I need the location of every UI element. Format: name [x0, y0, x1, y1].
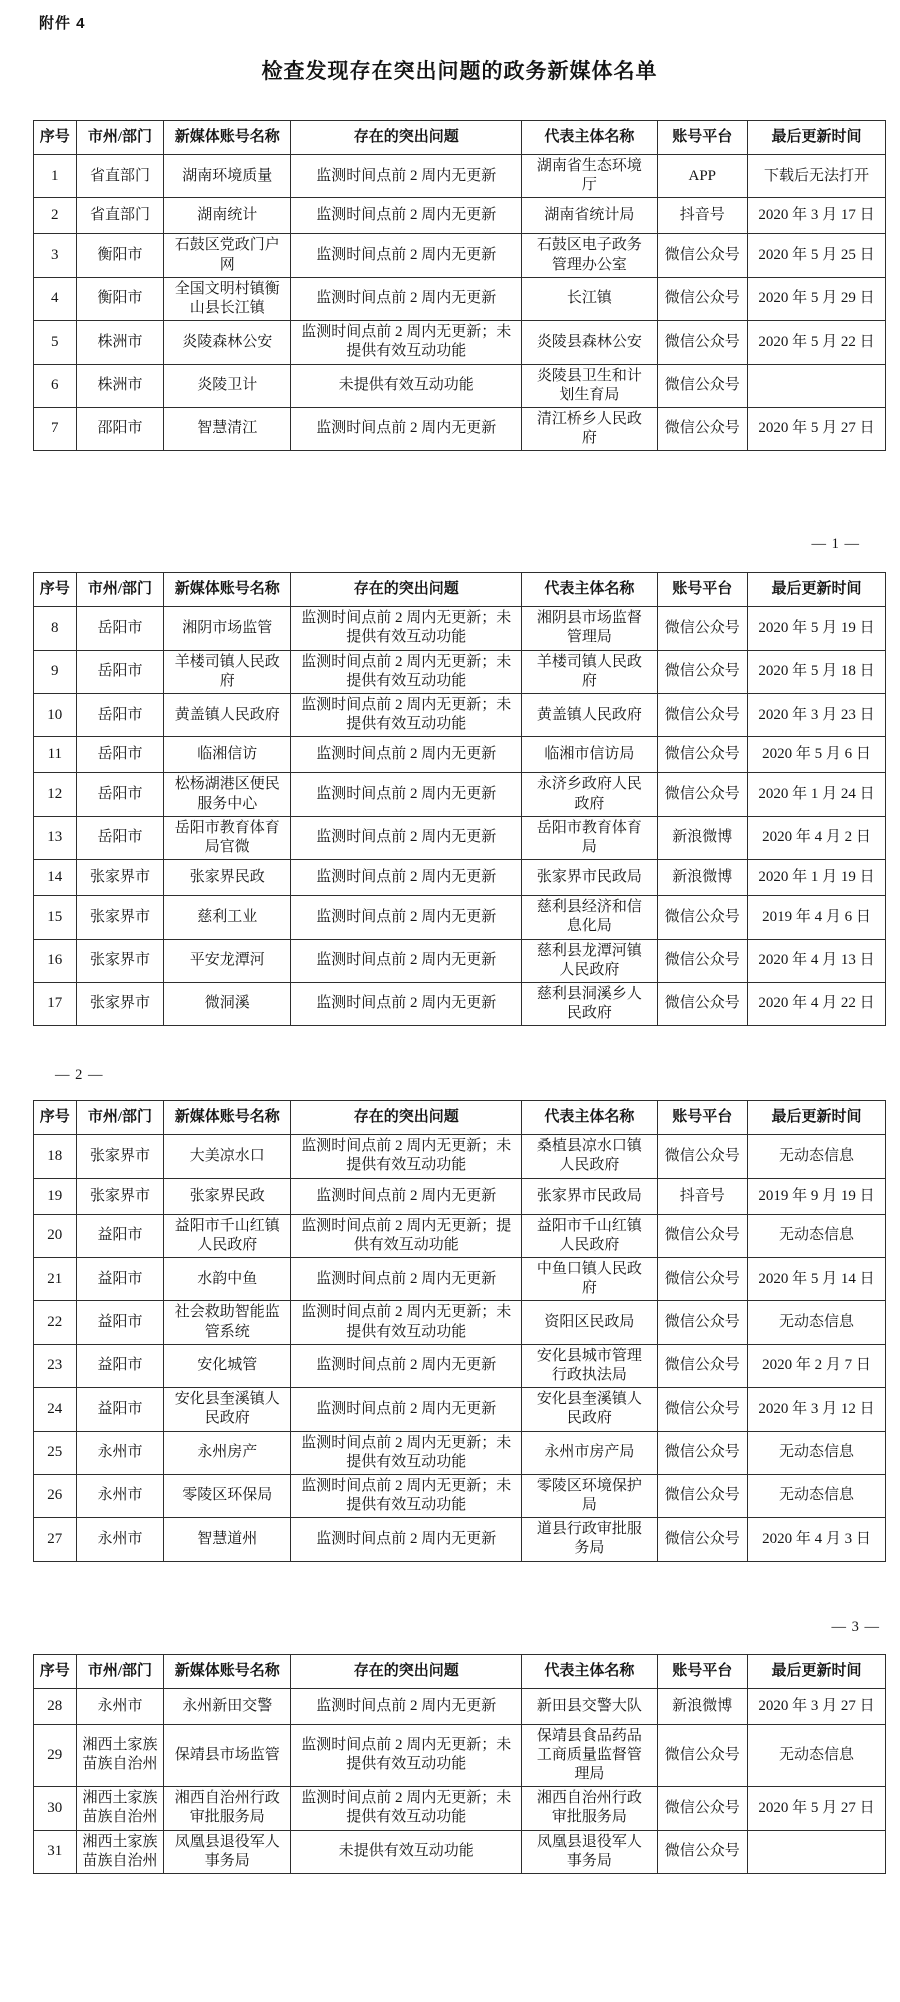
- cell-entity: 炎陵县卫生和计划生育局: [522, 364, 657, 407]
- cell-account: 平安龙潭河: [164, 939, 291, 982]
- column-header: 序号: [34, 573, 77, 607]
- table-head: [34, 1654, 886, 1688]
- cell-account: 大美凉水口: [164, 1135, 291, 1178]
- cell-entity: 永济乡政府人民政府: [522, 773, 657, 816]
- column-header: 代表主体名称: [522, 1654, 657, 1688]
- cell-city: 益阳市: [76, 1258, 164, 1301]
- cell-updated: 2020 年 4 月 13 日: [747, 939, 885, 982]
- cell-problem: 监测时间点前 2 周内无更新: [291, 1178, 522, 1214]
- cell-problem: 监测时间点前 2 周内无更新: [291, 1388, 522, 1431]
- column-header: 序号: [34, 1101, 77, 1135]
- cell-no: 24: [34, 1388, 77, 1431]
- cell-no: 29: [34, 1724, 77, 1787]
- table-row: [34, 364, 886, 407]
- cell-no: 7: [34, 407, 77, 450]
- cell-platform: 微信公众号: [657, 1474, 747, 1517]
- cell-entity: 资阳区民政局: [522, 1301, 657, 1344]
- cell-updated: 2020 年 1 月 24 日: [747, 773, 885, 816]
- cell-city: 省直部门: [76, 198, 164, 234]
- cell-no: 3: [34, 234, 77, 277]
- cell-city: 岳阳市: [76, 737, 164, 773]
- cell-no: 17: [34, 982, 77, 1025]
- cell-no: 4: [34, 277, 77, 320]
- cell-city: 张家界市: [76, 1135, 164, 1178]
- cell-account: 保靖县市场监管: [164, 1724, 291, 1787]
- table-row: [34, 1258, 886, 1301]
- table-head: [34, 1101, 886, 1135]
- problems-table-2: [33, 572, 886, 1026]
- table-row: [34, 860, 886, 896]
- cell-platform: 微信公众号: [657, 939, 747, 982]
- cell-updated: [747, 364, 885, 407]
- cell-platform: 微信公众号: [657, 364, 747, 407]
- cell-city: 张家界市: [76, 939, 164, 982]
- cell-updated: [747, 1830, 885, 1873]
- cell-problem: 监测时间点前 2 周内无更新；未提供有效互动功能: [291, 1724, 522, 1787]
- cell-city: 永州市: [76, 1518, 164, 1561]
- column-header: 市州/部门: [76, 121, 164, 155]
- cell-problem: 监测时间点前 2 周内无更新: [291, 939, 522, 982]
- cell-problem: 监测时间点前 2 周内无更新；未提供有效互动功能: [291, 321, 522, 364]
- cell-problem: 监测时间点前 2 周内无更新: [291, 982, 522, 1025]
- cell-updated: 2020 年 3 月 12 日: [747, 1388, 885, 1431]
- cell-account: 湖南环境质量: [164, 155, 291, 198]
- table-head: [34, 121, 886, 155]
- page-number-marker-3: — 3 —: [831, 1618, 880, 1635]
- cell-entity: 安化县奎溪镇人民政府: [522, 1388, 657, 1431]
- cell-updated: 2020 年 5 月 25 日: [747, 234, 885, 277]
- cell-city: 岳阳市: [76, 816, 164, 859]
- cell-account: 全国文明村镇衡山县长江镇: [164, 277, 291, 320]
- column-header: 序号: [34, 1654, 77, 1688]
- cell-no: 25: [34, 1431, 77, 1474]
- cell-problem: 未提供有效互动功能: [291, 364, 522, 407]
- cell-updated: 2020 年 5 月 6 日: [747, 737, 885, 773]
- cell-platform: APP: [657, 155, 747, 198]
- column-header: 账号平台: [657, 1101, 747, 1135]
- table-row: [34, 155, 886, 198]
- cell-platform: 抖音号: [657, 1178, 747, 1214]
- column-header: 最后更新时间: [747, 121, 885, 155]
- cell-platform: 微信公众号: [657, 1518, 747, 1561]
- problems-table-1: [33, 120, 886, 451]
- cell-city: 益阳市: [76, 1388, 164, 1431]
- cell-problem: 监测时间点前 2 周内无更新: [291, 198, 522, 234]
- cell-city: 湘西土家族苗族自治州: [76, 1724, 164, 1787]
- cell-entity: 湘阴县市场监督管理局: [522, 607, 657, 650]
- cell-city: 岳阳市: [76, 650, 164, 693]
- problems-table-3: [33, 1100, 886, 1561]
- cell-problem: 监测时间点前 2 周内无更新: [291, 1688, 522, 1724]
- cell-updated: 2019 年 9 月 19 日: [747, 1178, 885, 1214]
- table-row: [34, 982, 886, 1025]
- cell-problem: 监测时间点前 2 周内无更新: [291, 1518, 522, 1561]
- cell-updated: 2020 年 3 月 27 日: [747, 1688, 885, 1724]
- column-header: 账号平台: [657, 573, 747, 607]
- cell-updated: 无动态信息: [747, 1724, 885, 1787]
- cell-entity: 羊楼司镇人民政府: [522, 650, 657, 693]
- cell-account: 岳阳市教育体育局官微: [164, 816, 291, 859]
- cell-entity: 永州市房产局: [522, 1431, 657, 1474]
- cell-platform: 微信公众号: [657, 234, 747, 277]
- cell-updated: 2019 年 4 月 6 日: [747, 896, 885, 939]
- cell-updated: 无动态信息: [747, 1431, 885, 1474]
- cell-account: 湘阴市场监管: [164, 607, 291, 650]
- cell-updated: 2020 年 5 月 14 日: [747, 1258, 885, 1301]
- cell-platform: 微信公众号: [657, 277, 747, 320]
- table-row: [34, 234, 886, 277]
- cell-city: 张家界市: [76, 982, 164, 1025]
- cell-account: 湖南统计: [164, 198, 291, 234]
- cell-problem: 监测时间点前 2 周内无更新: [291, 1344, 522, 1387]
- cell-no: 15: [34, 896, 77, 939]
- cell-platform: 新浪微博: [657, 860, 747, 896]
- cell-city: 株洲市: [76, 364, 164, 407]
- cell-platform: 微信公众号: [657, 1258, 747, 1301]
- cell-no: 20: [34, 1214, 77, 1257]
- cell-problem: 监测时间点前 2 周内无更新: [291, 1258, 522, 1301]
- cell-entity: 张家界市民政局: [522, 1178, 657, 1214]
- cell-problem: 监测时间点前 2 周内无更新；未提供有效互动功能: [291, 1787, 522, 1830]
- cell-no: 26: [34, 1474, 77, 1517]
- cell-no: 23: [34, 1344, 77, 1387]
- table-row: [34, 1214, 886, 1257]
- cell-entity: 张家界市民政局: [522, 860, 657, 896]
- cell-entity: 清江桥乡人民政府: [522, 407, 657, 450]
- cell-account: 益阳市千山红镇人民政府: [164, 1214, 291, 1257]
- cell-city: 岳阳市: [76, 607, 164, 650]
- cell-account: 零陵区环保局: [164, 1474, 291, 1517]
- cell-updated: 2020 年 2 月 7 日: [747, 1344, 885, 1387]
- cell-no: 21: [34, 1258, 77, 1301]
- cell-city: 永州市: [76, 1474, 164, 1517]
- cell-no: 6: [34, 364, 77, 407]
- table-row: [34, 1135, 886, 1178]
- cell-problem: 监测时间点前 2 周内无更新；未提供有效互动功能: [291, 694, 522, 737]
- cell-account: 安化县奎溪镇人民政府: [164, 1388, 291, 1431]
- table-row: [34, 1787, 886, 1830]
- cell-no: 13: [34, 816, 77, 859]
- cell-updated: 2020 年 4 月 22 日: [747, 982, 885, 1025]
- attachment-label: 附件 4: [39, 15, 86, 32]
- cell-entity: 桑植县凉水口镇人民政府: [522, 1135, 657, 1178]
- cell-account: 炎陵卫计: [164, 364, 291, 407]
- cell-entity: 凤凰县退役军人事务局: [522, 1830, 657, 1873]
- table-header-row: [34, 1101, 886, 1135]
- cell-account: 水韵中鱼: [164, 1258, 291, 1301]
- cell-account: 永州新田交警: [164, 1688, 291, 1724]
- cell-problem: 监测时间点前 2 周内无更新: [291, 816, 522, 859]
- table-row: [34, 737, 886, 773]
- cell-account: 张家界民政: [164, 1178, 291, 1214]
- column-header: 市州/部门: [76, 1101, 164, 1135]
- column-header: 存在的突出问题: [291, 1101, 522, 1135]
- cell-no: 2: [34, 198, 77, 234]
- column-header: 代表主体名称: [522, 1101, 657, 1135]
- table-row: [34, 1830, 886, 1873]
- table-row: [34, 1724, 886, 1787]
- cell-no: 22: [34, 1301, 77, 1344]
- cell-problem: 监测时间点前 2 周内无更新: [291, 773, 522, 816]
- cell-no: 18: [34, 1135, 77, 1178]
- cell-problem: 监测时间点前 2 周内无更新；未提供有效互动功能: [291, 1474, 522, 1517]
- column-header: 存在的突出问题: [291, 1654, 522, 1688]
- cell-city: 张家界市: [76, 860, 164, 896]
- cell-problem: 监测时间点前 2 周内无更新；未提供有效互动功能: [291, 1135, 522, 1178]
- cell-platform: 抖音号: [657, 198, 747, 234]
- table-row: [34, 1301, 886, 1344]
- cell-updated: 2020 年 5 月 27 日: [747, 407, 885, 450]
- cell-updated: 2020 年 4 月 2 日: [747, 816, 885, 859]
- cell-entity: 保靖县食品药品工商质量监督管理局: [522, 1724, 657, 1787]
- cell-no: 28: [34, 1688, 77, 1724]
- cell-updated: 2020 年 3 月 23 日: [747, 694, 885, 737]
- cell-platform: 微信公众号: [657, 1135, 747, 1178]
- cell-platform: 微信公众号: [657, 737, 747, 773]
- cell-platform: 微信公众号: [657, 694, 747, 737]
- cell-account: 社会救助智能监管系统: [164, 1301, 291, 1344]
- cell-platform: 新浪微博: [657, 1688, 747, 1724]
- cell-problem: 监测时间点前 2 周内无更新；未提供有效互动功能: [291, 650, 522, 693]
- cell-problem: 未提供有效互动功能: [291, 1830, 522, 1873]
- column-header: 最后更新时间: [747, 1101, 885, 1135]
- cell-updated: 无动态信息: [747, 1301, 885, 1344]
- cell-entity: 益阳市千山红镇人民政府: [522, 1214, 657, 1257]
- cell-entity: 长江镇: [522, 277, 657, 320]
- cell-city: 岳阳市: [76, 694, 164, 737]
- column-header: 代表主体名称: [522, 573, 657, 607]
- table-header-row: [34, 121, 886, 155]
- cell-account: 黄盖镇人民政府: [164, 694, 291, 737]
- cell-no: 1: [34, 155, 77, 198]
- cell-problem: 监测时间点前 2 周内无更新: [291, 234, 522, 277]
- cell-city: 衡阳市: [76, 277, 164, 320]
- cell-entity: 湖南省统计局: [522, 198, 657, 234]
- problems-table-4: [33, 1654, 886, 1874]
- cell-platform: 微信公众号: [657, 1301, 747, 1344]
- table-row: [34, 277, 886, 320]
- column-header: 最后更新时间: [747, 1654, 885, 1688]
- column-header: 账号平台: [657, 1654, 747, 1688]
- cell-platform: 微信公众号: [657, 321, 747, 364]
- cell-updated: 2020 年 5 月 29 日: [747, 277, 885, 320]
- table-body: [34, 1135, 886, 1561]
- cell-problem: 监测时间点前 2 周内无更新；未提供有效互动功能: [291, 1301, 522, 1344]
- cell-city: 省直部门: [76, 155, 164, 198]
- table-row: [34, 321, 886, 364]
- cell-updated: 2020 年 5 月 18 日: [747, 650, 885, 693]
- cell-platform: 微信公众号: [657, 1787, 747, 1830]
- cell-platform: 微信公众号: [657, 650, 747, 693]
- cell-no: 16: [34, 939, 77, 982]
- table-row: [34, 816, 886, 859]
- table-row: [34, 939, 886, 982]
- cell-account: 微洞溪: [164, 982, 291, 1025]
- cell-city: 株洲市: [76, 321, 164, 364]
- cell-entity: 中鱼口镇人民政府: [522, 1258, 657, 1301]
- cell-updated: 2020 年 5 月 22 日: [747, 321, 885, 364]
- cell-city: 益阳市: [76, 1344, 164, 1387]
- cell-no: 11: [34, 737, 77, 773]
- cell-account: 智慧道州: [164, 1518, 291, 1561]
- cell-updated: 无动态信息: [747, 1214, 885, 1257]
- column-header: 新媒体账号名称: [164, 1101, 291, 1135]
- cell-problem: 监测时间点前 2 周内无更新: [291, 155, 522, 198]
- cell-account: 张家界民政: [164, 860, 291, 896]
- cell-no: 31: [34, 1830, 77, 1873]
- cell-account: 安化城管: [164, 1344, 291, 1387]
- column-header: 新媒体账号名称: [164, 1654, 291, 1688]
- table-header-row: [34, 1654, 886, 1688]
- cell-entity: 道县行政审批服务局: [522, 1518, 657, 1561]
- column-header: 序号: [34, 121, 77, 155]
- page-title: 检查发现存在突出问题的政务新媒体名单: [261, 60, 658, 83]
- cell-account: 智慧清江: [164, 407, 291, 450]
- table-body: [34, 155, 886, 451]
- cell-city: 益阳市: [76, 1301, 164, 1344]
- table-row: [34, 694, 886, 737]
- cell-platform: 微信公众号: [657, 1214, 747, 1257]
- column-header: 代表主体名称: [522, 121, 657, 155]
- cell-entity: 新田县交警大队: [522, 1688, 657, 1724]
- cell-entity: 石鼓区电子政务管理办公室: [522, 234, 657, 277]
- cell-problem: 监测时间点前 2 周内无更新: [291, 737, 522, 773]
- cell-updated: 2020 年 5 月 19 日: [747, 607, 885, 650]
- cell-no: 12: [34, 773, 77, 816]
- cell-entity: 慈利县洞溪乡人民政府: [522, 982, 657, 1025]
- cell-platform: 微信公众号: [657, 607, 747, 650]
- cell-entity: 零陵区环境保护局: [522, 1474, 657, 1517]
- table-row: [34, 1178, 886, 1214]
- cell-problem: 监测时间点前 2 周内无更新；提供有效互动功能: [291, 1214, 522, 1257]
- column-header: 存在的突出问题: [291, 121, 522, 155]
- table-head: [34, 573, 886, 607]
- cell-platform: 微信公众号: [657, 1344, 747, 1387]
- column-header: 市州/部门: [76, 573, 164, 607]
- cell-entity: 临湘市信访局: [522, 737, 657, 773]
- cell-updated: 下载后无法打开: [747, 155, 885, 198]
- cell-no: 27: [34, 1518, 77, 1561]
- table-row: [34, 650, 886, 693]
- cell-problem: 监测时间点前 2 周内无更新: [291, 896, 522, 939]
- cell-platform: 微信公众号: [657, 896, 747, 939]
- cell-platform: 微信公众号: [657, 1830, 747, 1873]
- cell-updated: 2020 年 1 月 19 日: [747, 860, 885, 896]
- table-row: [34, 1688, 886, 1724]
- cell-platform: 微信公众号: [657, 407, 747, 450]
- column-header: 最后更新时间: [747, 573, 885, 607]
- table-row: [34, 607, 886, 650]
- cell-platform: 微信公众号: [657, 1431, 747, 1474]
- cell-updated: 无动态信息: [747, 1474, 885, 1517]
- table-body: [34, 1688, 886, 1873]
- column-header: 存在的突出问题: [291, 573, 522, 607]
- cell-entity: 慈利县经济和信息化局: [522, 896, 657, 939]
- page-number-marker-2: — 2 —: [55, 1067, 104, 1084]
- cell-updated: 2020 年 3 月 17 日: [747, 198, 885, 234]
- cell-city: 张家界市: [76, 896, 164, 939]
- cell-no: 19: [34, 1178, 77, 1214]
- table-body: [34, 607, 886, 1026]
- table-row: [34, 1431, 886, 1474]
- cell-problem: 监测时间点前 2 周内无更新；未提供有效互动功能: [291, 607, 522, 650]
- table-header-row: [34, 573, 886, 607]
- cell-city: 湘西土家族苗族自治州: [76, 1830, 164, 1873]
- table-row: [34, 1388, 886, 1431]
- cell-city: 湘西土家族苗族自治州: [76, 1787, 164, 1830]
- cell-entity: 慈利县龙潭河镇人民政府: [522, 939, 657, 982]
- cell-account: 石鼓区党政门户网: [164, 234, 291, 277]
- cell-entity: 黄盖镇人民政府: [522, 694, 657, 737]
- table-row: [34, 1518, 886, 1561]
- cell-city: 邵阳市: [76, 407, 164, 450]
- cell-problem: 监测时间点前 2 周内无更新: [291, 407, 522, 450]
- cell-city: 益阳市: [76, 1214, 164, 1257]
- table-row: [34, 1344, 886, 1387]
- cell-no: 10: [34, 694, 77, 737]
- cell-no: 9: [34, 650, 77, 693]
- cell-platform: 微信公众号: [657, 1388, 747, 1431]
- cell-account: 永州房产: [164, 1431, 291, 1474]
- page-number-marker-1: — 1 —: [811, 536, 860, 553]
- cell-platform: 微信公众号: [657, 1724, 747, 1787]
- cell-account: 羊楼司镇人民政府: [164, 650, 291, 693]
- table-row: [34, 1474, 886, 1517]
- cell-no: 30: [34, 1787, 77, 1830]
- cell-platform: 新浪微博: [657, 816, 747, 859]
- cell-entity: 岳阳市教育体育局: [522, 816, 657, 859]
- cell-no: 14: [34, 860, 77, 896]
- cell-entity: 湘西自治州行政审批服务局: [522, 1787, 657, 1830]
- column-header: 市州/部门: [76, 1654, 164, 1688]
- cell-no: 5: [34, 321, 77, 364]
- cell-account: 临湘信访: [164, 737, 291, 773]
- cell-entity: 炎陵县森林公安: [522, 321, 657, 364]
- cell-account: 炎陵森林公安: [164, 321, 291, 364]
- cell-city: 衡阳市: [76, 234, 164, 277]
- table-row: [34, 773, 886, 816]
- column-header: 新媒体账号名称: [164, 121, 291, 155]
- cell-account: 慈利工业: [164, 896, 291, 939]
- cell-problem: 监测时间点前 2 周内无更新: [291, 860, 522, 896]
- cell-problem: 监测时间点前 2 周内无更新: [291, 277, 522, 320]
- cell-problem: 监测时间点前 2 周内无更新；未提供有效互动功能: [291, 1431, 522, 1474]
- cell-city: 永州市: [76, 1688, 164, 1724]
- cell-platform: 微信公众号: [657, 773, 747, 816]
- column-header: 账号平台: [657, 121, 747, 155]
- cell-city: 张家界市: [76, 1178, 164, 1214]
- cell-updated: 2020 年 4 月 3 日: [747, 1518, 885, 1561]
- cell-no: 8: [34, 607, 77, 650]
- cell-updated: 2020 年 5 月 27 日: [747, 1787, 885, 1830]
- cell-account: 凤凰县退役军人事务局: [164, 1830, 291, 1873]
- cell-updated: 无动态信息: [747, 1135, 885, 1178]
- table-row: [34, 407, 886, 450]
- cell-account: 湘西自治州行政审批服务局: [164, 1787, 291, 1830]
- cell-platform: 微信公众号: [657, 982, 747, 1025]
- cell-account: 松杨湖港区便民服务中心: [164, 773, 291, 816]
- cell-entity: 湖南省生态环境厅: [522, 155, 657, 198]
- table-row: [34, 198, 886, 234]
- column-header: 新媒体账号名称: [164, 573, 291, 607]
- cell-entity: 安化县城市管理行政执法局: [522, 1344, 657, 1387]
- cell-city: 岳阳市: [76, 773, 164, 816]
- cell-city: 永州市: [76, 1431, 164, 1474]
- table-row: [34, 896, 886, 939]
